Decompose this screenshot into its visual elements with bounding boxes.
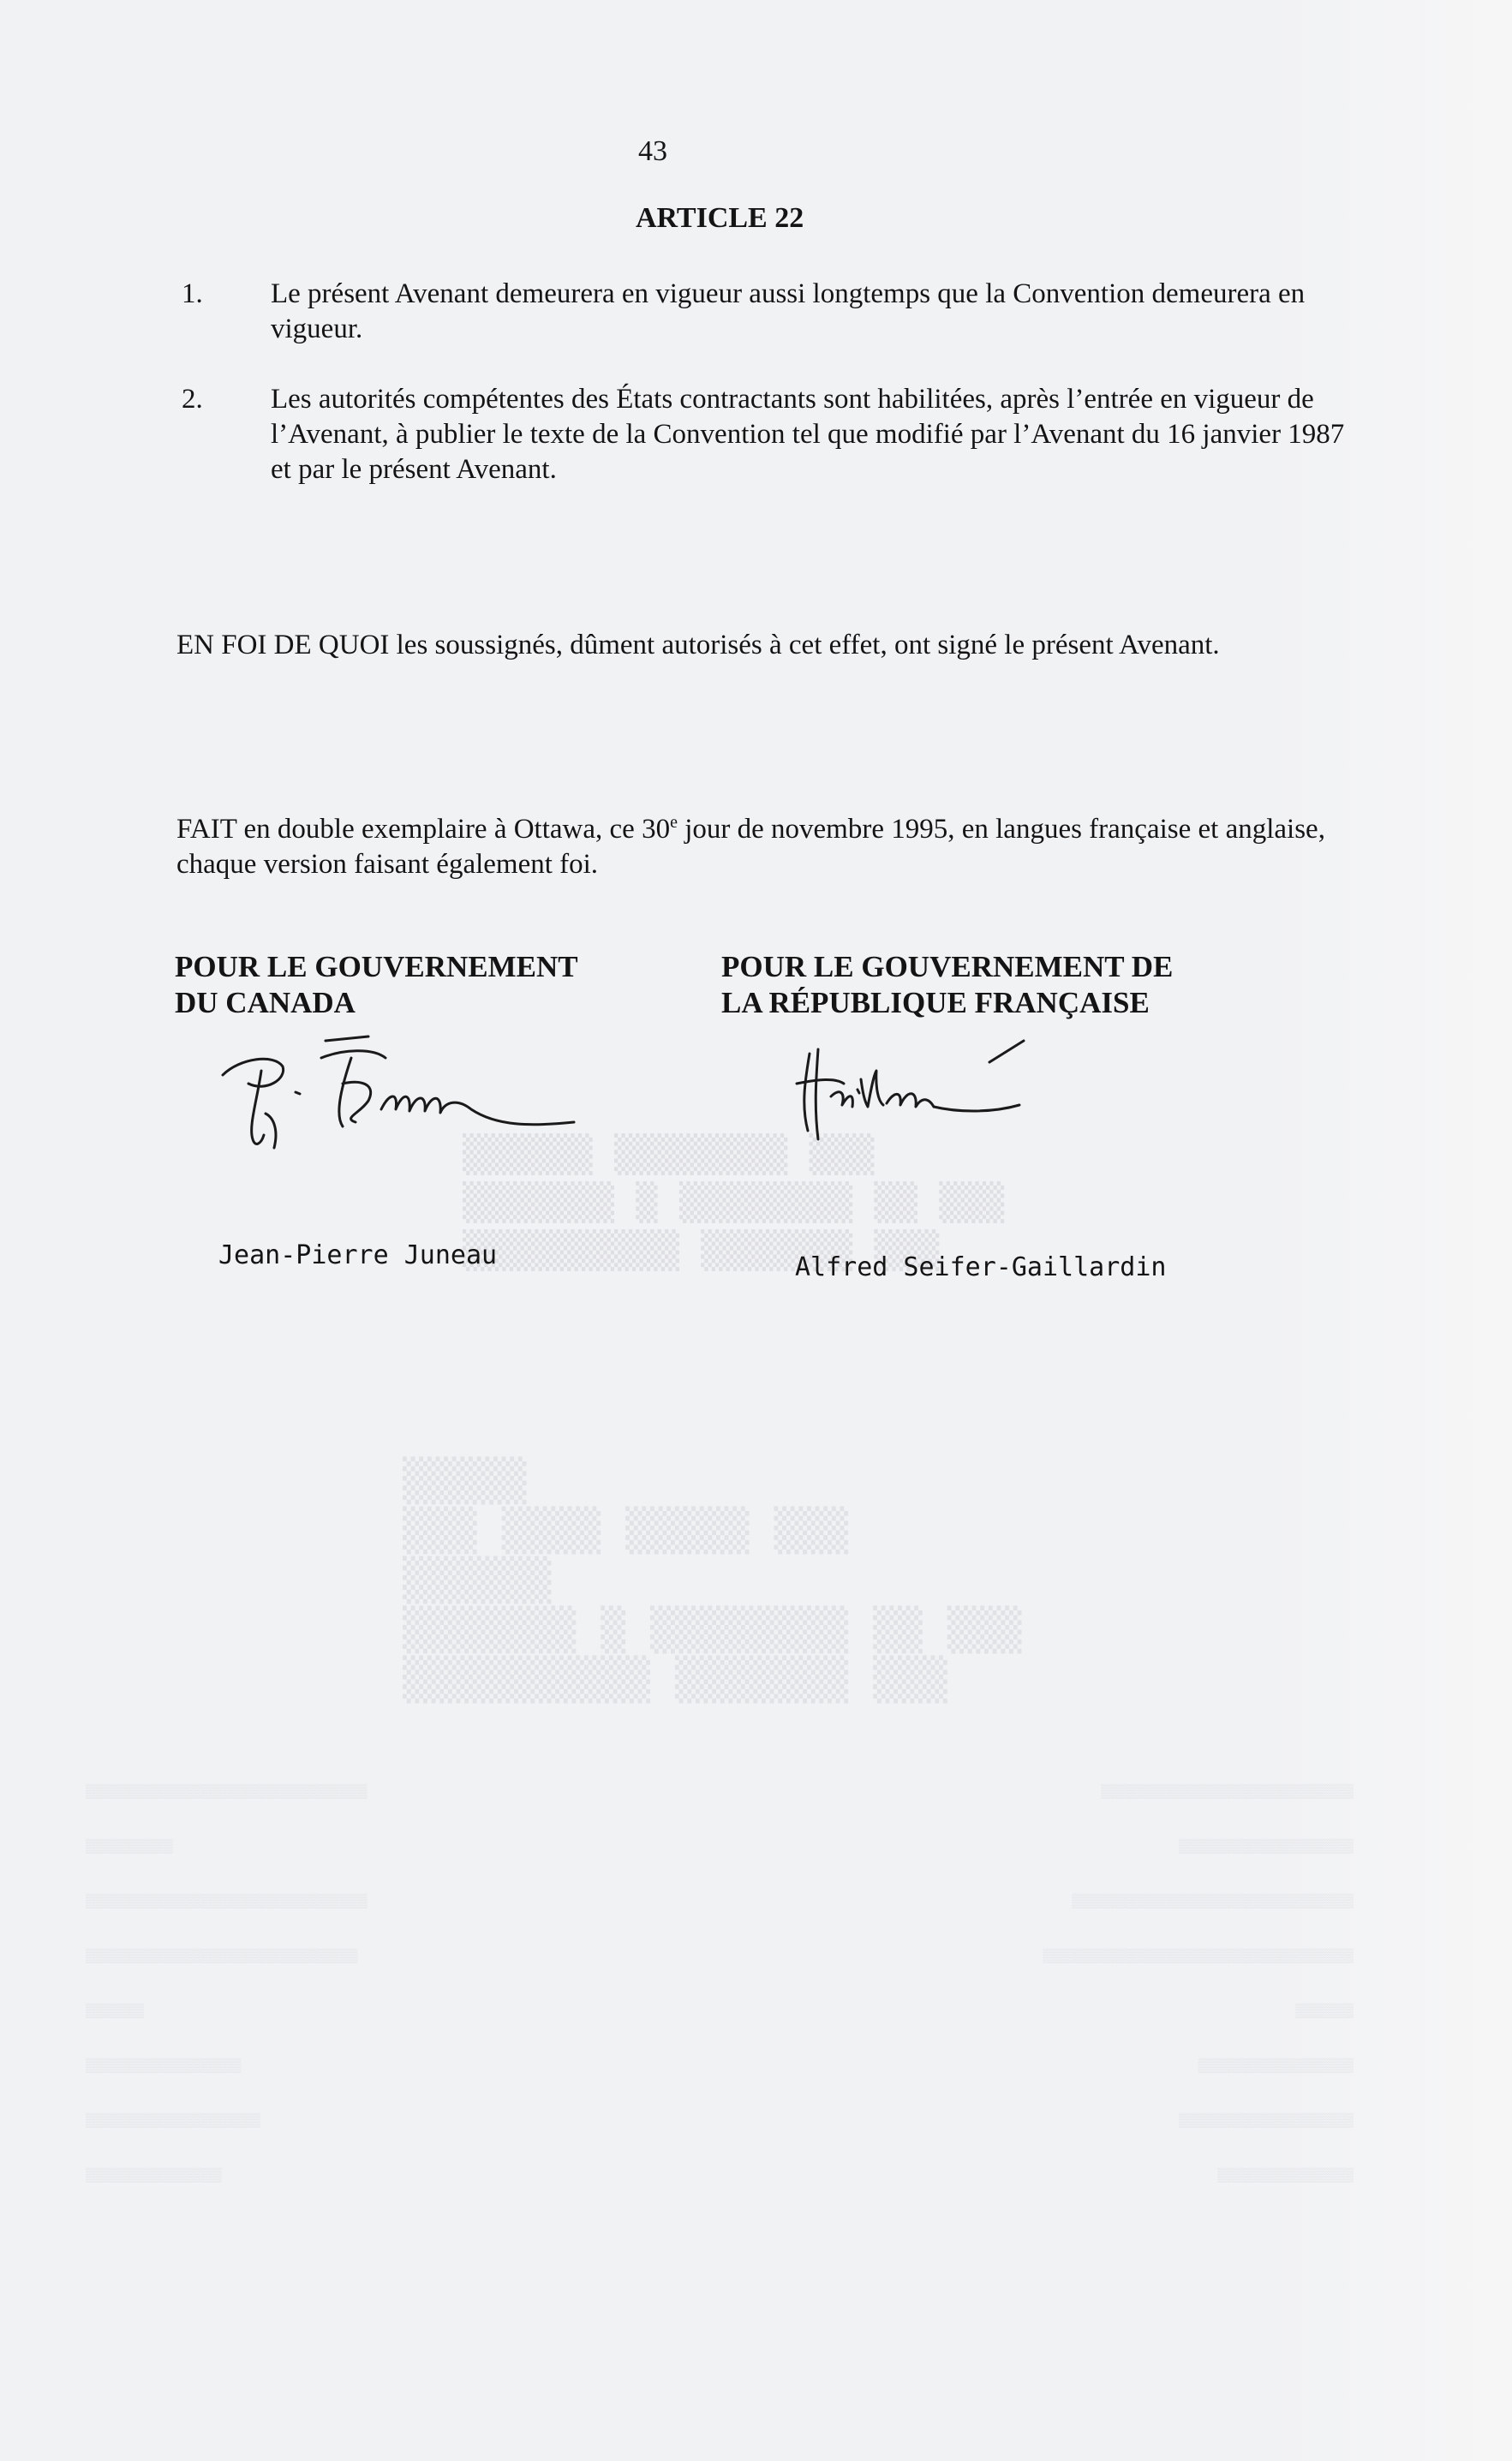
- witness-paragraph: EN FOI DE QUOI les soussignés, dûment autorisés à cet effet, ont signé le présent Avenant.: [176, 630, 1220, 660]
- signer-name-france: Alfred Seifer-Gaillardin: [795, 1252, 1167, 1282]
- signatory-block-canada: [175, 949, 689, 1021]
- bleed-through-footer: ▒▒▒▒▒▒▒▒▒▒▒▒▒▒▒▒▒▒▒▒▒▒▒▒▒▒▒▒▒ ▒▒▒▒▒▒▒▒▒▒▒▒▒▒▒▒▒▒▒▒▒▒▒▒▒▒ ▒▒▒▒▒▒▒▒▒ ▒▒▒▒▒▒▒▒▒▒▒▒▒▒▒▒▒▒ ▒▒▒▒▒▒▒▒▒▒▒▒▒▒▒▒▒▒▒▒▒▒▒▒▒▒▒▒▒ ▒▒▒▒▒▒▒▒▒▒▒▒▒▒▒▒▒▒▒▒▒▒▒▒▒▒▒▒▒ ▒▒▒▒▒▒▒▒▒▒▒▒▒▒▒▒▒▒▒▒▒▒▒▒▒▒▒▒ ▒▒▒▒▒▒▒▒▒▒▒▒▒▒▒▒▒▒▒▒▒▒▒▒▒▒▒▒▒▒▒▒ ▒▒▒▒▒▒ ▒▒▒▒▒▒ ▒▒▒▒▒▒▒▒▒▒▒▒▒▒▒▒ ▒▒▒▒▒▒▒▒▒▒▒▒▒▒▒▒ ▒▒▒▒▒▒▒▒▒▒▒▒▒▒▒▒▒▒ ▒▒▒▒▒▒▒▒▒▒▒▒▒▒▒▒▒▒ ▒▒▒▒▒▒▒▒▒▒▒▒▒▒ ▒▒▒▒▒▒▒▒▒▒▒▒▒▒: [86, 1784, 1354, 2183]
- done-paragraph-text: FAIT en double exemplaire à Ottawa, ce 30e jour de novembre 1995, en langues française et anglaise, chaque version faisant également foi.: [176, 813, 1325, 880]
- item-text: Le présent Avenant demeurera en vigueur aussi longtemps que la Convention demeurera en vigueur.: [271, 278, 1306, 344]
- page-number: 43: [638, 135, 667, 167]
- signatory-line: POUR LE GOUVERNEMENT: [175, 950, 578, 983]
- signatory-line: DU CANADA: [175, 986, 356, 1019]
- bleed-through-text: ▒▒▒▒▒▒ ▒▒▒▒▒▒▒▒ ▒▒▒ ▒▒▒▒▒▒▒ ▒ ▒▒▒▒▒▒▒▒ ▒▒ ▒▒▒ ▒▒▒▒▒▒▒▒▒▒ ▒▒▒▒▒▒▒ ▒▒▒: [463, 1133, 1005, 1271]
- signatory-block-france: [721, 949, 1321, 1021]
- item-text: Les autorités compétentes des États contractants sont habilitées, après l’entrée en vigueur de l’Avenant, à publier le texte de la Convention tel que modifié par l’Avenant du 16 janvier 1987 et par le présent Avenant.: [271, 384, 1345, 485]
- article-heading: ARTICLE 22: [636, 202, 804, 234]
- item-number: 1.: [182, 278, 203, 309]
- signatory-line: LA RÉPUBLIQUE FRANÇAISE: [721, 986, 1150, 1019]
- handwritten-signature-france: [792, 1036, 1049, 1148]
- item-number: 2.: [182, 384, 203, 415]
- signer-name-canada: Jean-Pierre Juneau: [218, 1240, 498, 1270]
- ordinal-superscript: e: [670, 813, 678, 832]
- done-paragraph: [176, 805, 1376, 882]
- bleed-through-text-2: ▒▒▒▒▒ ▒▒▒ ▒▒▒▒ ▒▒▒▒▒ ▒▒▒ ▒▒▒▒▒▒ ▒▒▒▒▒▒▒ ▒ ▒▒▒▒▒▒▒▒ ▒▒ ▒▒▒ ▒▒▒▒▒▒▒▒▒▒ ▒▒▒▒▒▒▒ ▒▒▒: [403, 1457, 1022, 1704]
- signatory-line: POUR LE GOUVERNEMENT DE: [721, 950, 1174, 983]
- handwritten-signature-canada: [214, 1032, 591, 1169]
